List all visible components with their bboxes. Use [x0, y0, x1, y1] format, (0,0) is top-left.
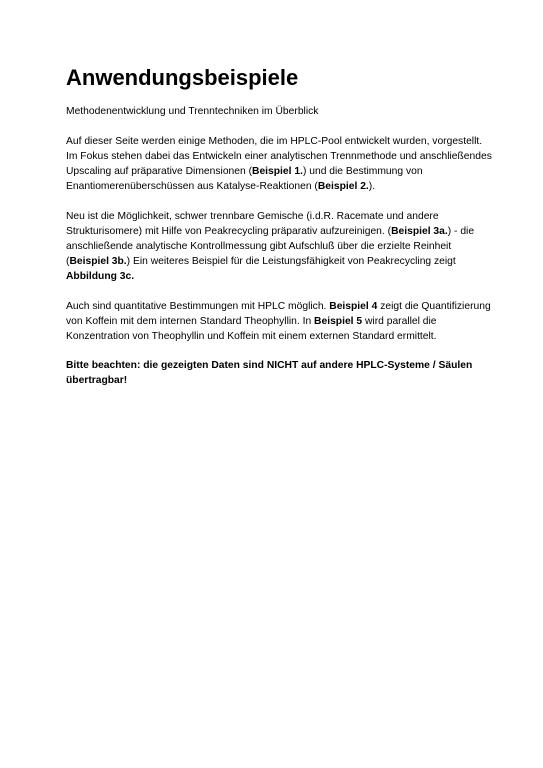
- link-abbildung-3c: Abbildung 3c.: [66, 271, 135, 282]
- paragraph-quantitative-text-1: Auch sind quantitative Bestimmungen mit HPLC möglich.: [66, 301, 330, 312]
- paragraph-intro-text-3: ).: [368, 181, 376, 192]
- paragraph-intro-text-1: Auf dieser Seite werden einige Methoden, die im HPLC-Pool entwickelt wurden, vorgestellt. Im Fokus stehen dabei das Entwickeln einer analytischen Trennmethode und anschließendes Upscaling auf präparative Dimensionen (: [66, 136, 492, 177]
- paragraph-peakrecycling-text-3: ) Ein weiteres Beispiel für die Leistungsfähigkeit von Peakrecycling zeigt: [126, 256, 456, 267]
- paragraph-peakrecycling-text-1: Neu ist die Möglichkeit, schwer trennbare Gemische (i.d.R. Racemate und andere Strukturisomere) mit Hilfe von Peakrecycling präparativ aufzureinigen. (: [66, 211, 439, 237]
- paragraph-peakrecycling: [66, 209, 496, 284]
- paragraph-quantitative-text-2: zeigt die Quantifizierung von Koffein mit dem internen Standard Theophyllin. In: [66, 301, 491, 327]
- document-content: [66, 64, 496, 388]
- link-beispiel-2: Beispiel 2.: [317, 181, 369, 192]
- notice-warning: Bitte beachten: die gezeigten Daten sind NICHT auf andere HPLC-Systeme / Säulen übertragbar!: [66, 360, 473, 386]
- paragraph-intro-text-2: ) und die Bestimmung von Enantiomerenüberschüssen aus Katalyse-Reaktionen (: [66, 166, 423, 192]
- link-beispiel-5: Beispiel 5: [314, 316, 363, 327]
- page-subtitle: Methodenentwicklung und Trenntechniken im Überblick: [66, 106, 319, 117]
- link-beispiel-4: Beispiel 4: [329, 301, 378, 312]
- paragraph-quantitative: [66, 299, 496, 344]
- page-title: Anwendungsbeispiele: [66, 65, 299, 90]
- link-beispiel-3b: Beispiel 3b.: [69, 256, 127, 267]
- paragraph-peakrecycling-text-2: ) - die anschließende analytische Kontrollmessung gibt Aufschluß über die erzielte Reinheit (: [66, 226, 475, 267]
- paragraph-intro: [66, 134, 496, 194]
- paragraph-quantitative-text-3: wird parallel die Konzentration von Theophyllin und Koffein mit einem externen Standard ermittelt.: [66, 316, 437, 342]
- link-beispiel-1: Beispiel 1.: [252, 166, 303, 177]
- link-beispiel-3a: Beispiel 3a.: [391, 226, 448, 237]
